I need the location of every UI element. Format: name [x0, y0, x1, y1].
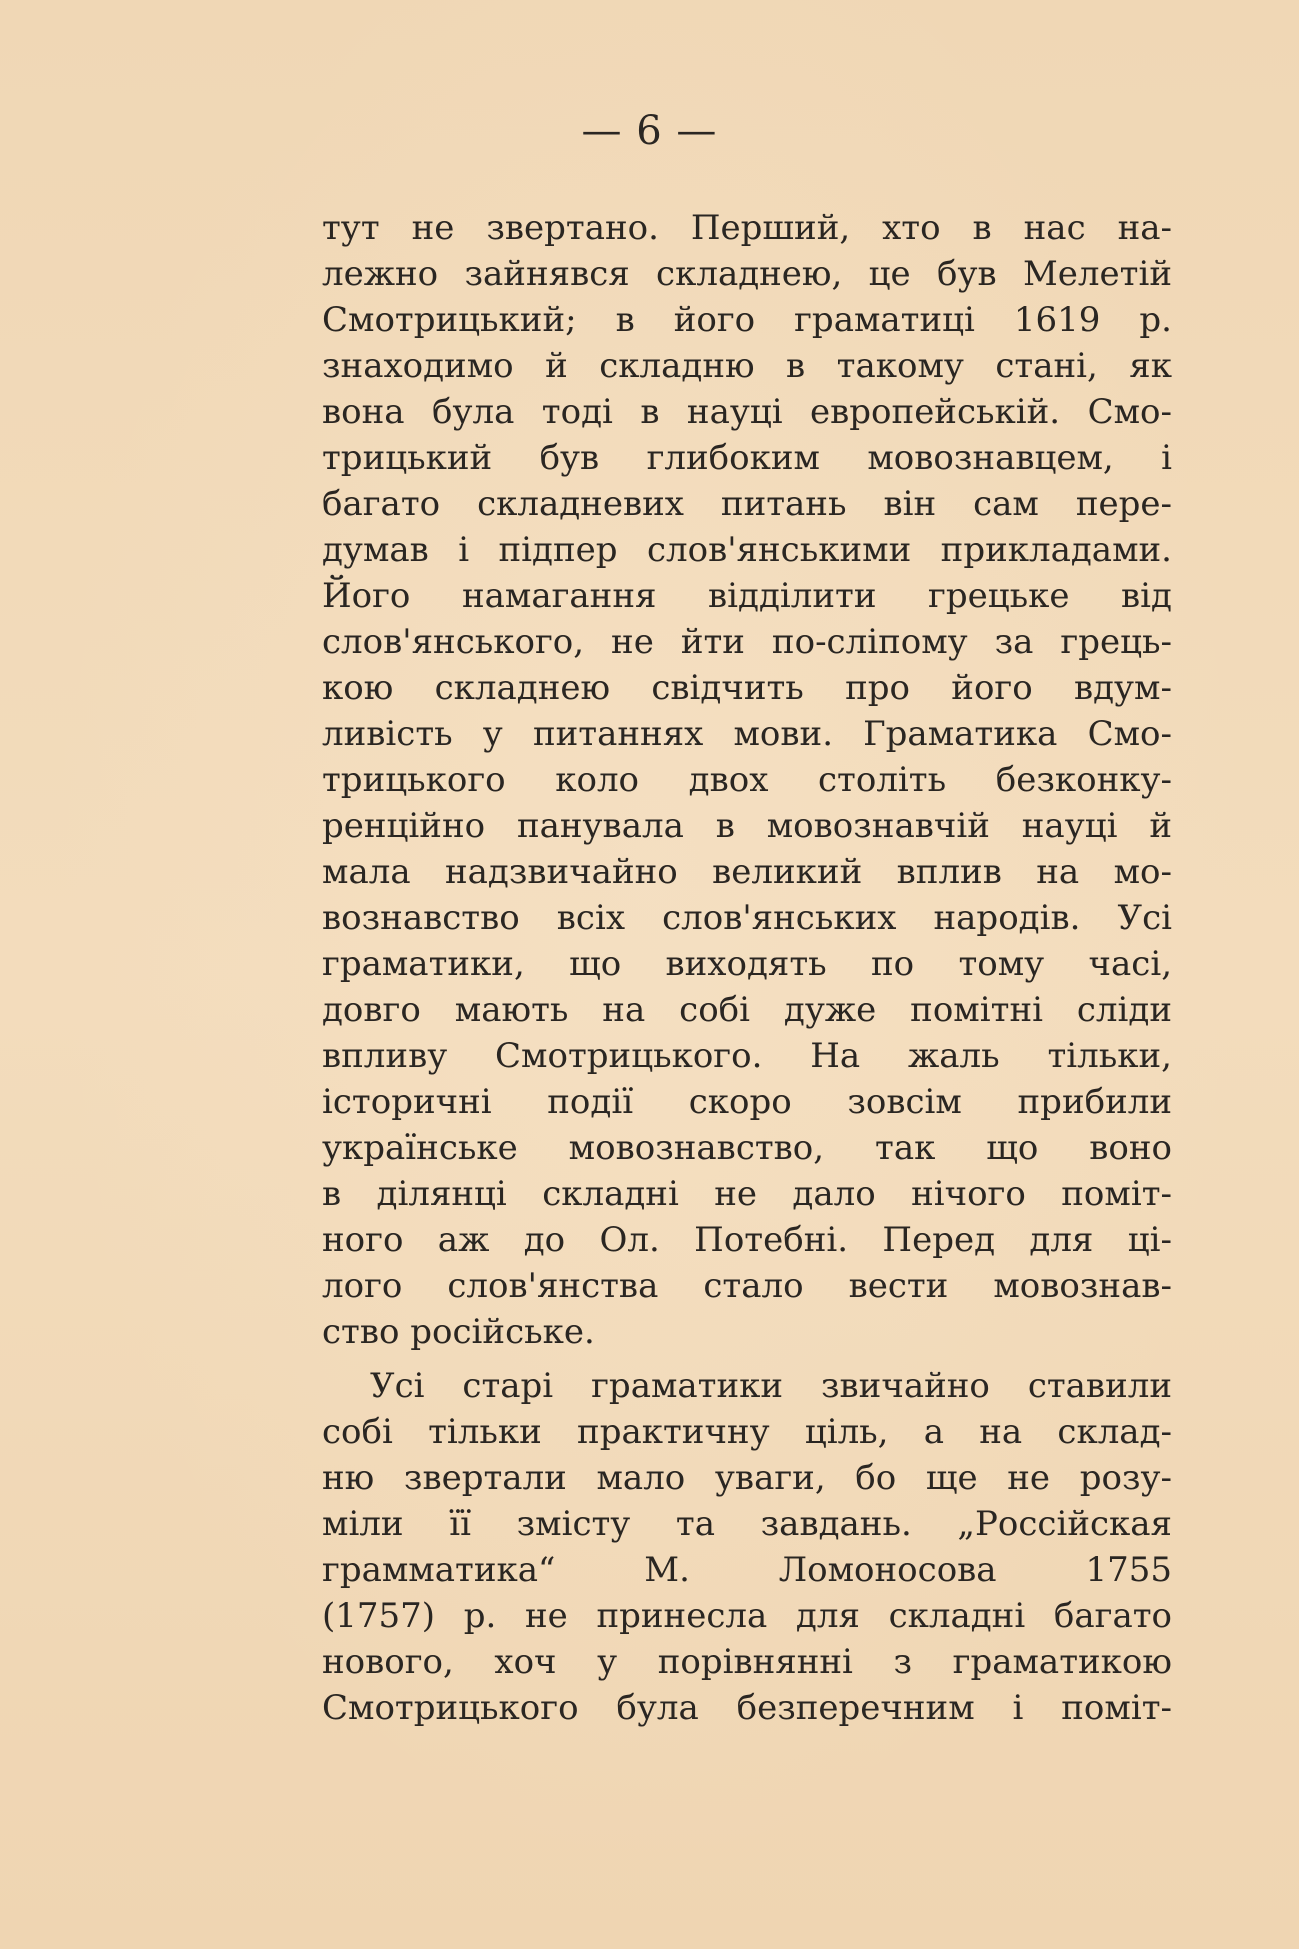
- text-line: граматики, що виходять по тому часі,: [322, 944, 1172, 984]
- text-line: ренційно панувала в мовознавчій науці й: [322, 806, 1172, 846]
- text-line: міли її змісту та завдань. „Россійская: [322, 1504, 1172, 1544]
- paragraph-2: [322, 1363, 1172, 1731]
- text-line: довго мають на собі дуже помітні сліди: [322, 990, 1172, 1030]
- text-line: собі тільки практичну ціль, а на склад-: [322, 1412, 1172, 1452]
- text-line: в ділянці складні не дало нічого поміт-: [322, 1174, 1172, 1214]
- text-line: Його намагання відділити грецьке від: [322, 576, 1172, 616]
- text-line: українське мовознавство, так що воно: [322, 1128, 1172, 1168]
- text-line: ного аж до Ол. Потебні. Перед для ці-: [322, 1220, 1172, 1260]
- paragraph-gap: [322, 1355, 1172, 1363]
- text-line: мала надзвичайно великий вплив на мо-: [322, 852, 1172, 892]
- text-line: слов'янського, не йти по-сліпому за грець-: [322, 622, 1172, 662]
- text-line: (1757) р. не принесла для складні багато: [322, 1596, 1172, 1636]
- text-line: знаходимо й складню в такому стані, як: [322, 346, 1172, 386]
- text-line: кою складнею свідчить про його вдум-: [322, 668, 1172, 708]
- page-number: — 6 —: [581, 108, 718, 154]
- text-line: Смотрицький; в його граматиці 1619 р.: [322, 300, 1172, 340]
- text-line: вона була тоді в науці европейській. Смо-: [322, 392, 1172, 432]
- text-line: тут не звертано. Перший, хто в нас на-: [322, 208, 1172, 248]
- text-line: ню звертали мало уваги, бо ще не розу-: [322, 1458, 1172, 1498]
- text-line: ливість у питаннях мови. Граматика Смо-: [322, 714, 1172, 754]
- text-line: історичні події скоро зовсім прибили: [322, 1082, 1172, 1122]
- text-line: багато складневих питань він сам пере-: [322, 484, 1172, 524]
- paragraph-1: [322, 205, 1172, 1355]
- text-line: трицький був глибоким мовознавцем, і: [322, 438, 1172, 478]
- text-line: думав і підпер слов'янськими прикладами.: [322, 530, 1172, 570]
- text-line: впливу Смотрицького. На жаль тільки,: [322, 1036, 1172, 1076]
- text-line: нового, хоч у порівнянні з граматикою: [322, 1642, 1172, 1682]
- text-line: ство російське.: [322, 1312, 595, 1352]
- text-line: лежно зайнявся складнею, це був Мелетій: [322, 254, 1172, 294]
- body-text: [322, 205, 1172, 1731]
- text-line: вознавство всіх слов'янських народів. Усі: [322, 898, 1172, 938]
- text-line: трицького коло двох століть безконку-: [322, 760, 1172, 800]
- text-line: Усі старі граматики звичайно ставили: [370, 1366, 1172, 1406]
- text-line: лого слов'янства стало вести мовознав-: [322, 1266, 1172, 1306]
- text-line: Смотрицького була безперечним і поміт-: [322, 1688, 1172, 1728]
- text-line: грамматика“ М. Ломоносова 1755: [322, 1550, 1172, 1590]
